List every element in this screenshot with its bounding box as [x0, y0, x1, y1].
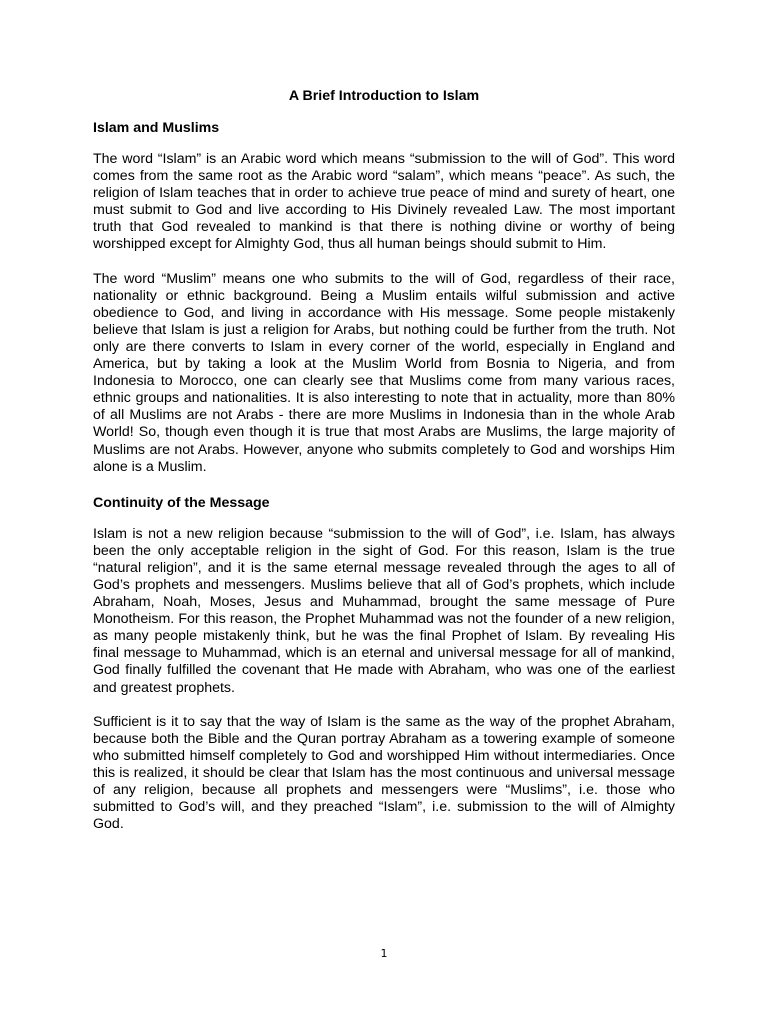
paragraph: The word “Islam” is an Arabic word which means “submission to the will of God”. This word comes from the same root as the Arabic word “salam”, which means “peace”. As such, the religion of Islam teaches that in order to achieve true peace of mind and surety of heart, one must submit to God and live according to His Divinely revealed Law. The most important truth that God revealed to mankind is that there is nothing divine or worthy of being worshipped except for Almighty God, thus all human beings should submit to Him. — [93, 151, 675, 253]
section-islam-and-muslims — [93, 119, 675, 476]
document-title: A Brief Introduction to Islam — [288, 88, 480, 104]
paragraph: The word “Muslim” means one who submits to the will of God, regardless of their race, nationality or ethnic background. Being a Muslim entails wilful submission and active obedience to God, and living in accordance with His message. Some people mistakenly believe that Islam is just a religion for Arabs, but nothing could be further from the truth. Not only are there converts to Islam in every corner of the world, especially in England and America, but by taking a look at the Muslim World from Bosnia to Nigeria, and from Indonesia to Morocco, one can clearly see that Muslims come from many various races, ethnic groups and nationalities. It is also interesting to note that in actuality, more than 80% of all Muslims are not Arabs - there are more Muslims in Indonesia than in the whole Arab World! So, though even though it is true that most Arabs are Muslims, the large majority of Muslims are not Arabs. However, anyone who submits completely to God and worships Him alone is a Muslim. — [93, 270, 675, 475]
paragraph: Islam is not a new religion because “submission to the will of God”, i.e. Islam, has always been the only acceptable religion in the sight of God. For this reason, Islam is the true “natural religion”, and it is the same eternal message revealed through the ages to all of God’s prophets and messengers. Muslims believe that all of God’s prophets, which include Abraham, Noah, Moses, Jesus and Muhammad, brought the same message of Pure Monotheism. For this reason, the Prophet Muhammad was not the founder of a new religion, as many people mistakenly think, but he was the final Prophet of Islam. By revealing His final message to Muhammad, which is an eternal and universal message for all of mankind, God finally fulfilled the covenant that He made with Abraham, who was one of the earliest and greatest prophets. — [93, 525, 675, 696]
section-heading: Continuity of the Message — [93, 494, 270, 511]
section-heading: Islam and Muslims — [93, 120, 220, 136]
paragraph: Sufficient is it to say that the way of Islam is the same as the way of the prophet Abraham, because both the Bible and the Quran portray Abraham as a towering example of someone who submitted himself completely to God and worshipped Him without intermediaries. Once this is realized, it should be clear that Islam has the most continuous and universal message of any religion, because all prophets and messengers were “Muslims”, i.e. those who submitted to God’s will, and they preached “Islam”, i.e. submission to the will of Almighty God. — [93, 713, 675, 833]
page-number: 1 — [380, 947, 388, 960]
section-continuity-of-the-message — [93, 494, 675, 834]
